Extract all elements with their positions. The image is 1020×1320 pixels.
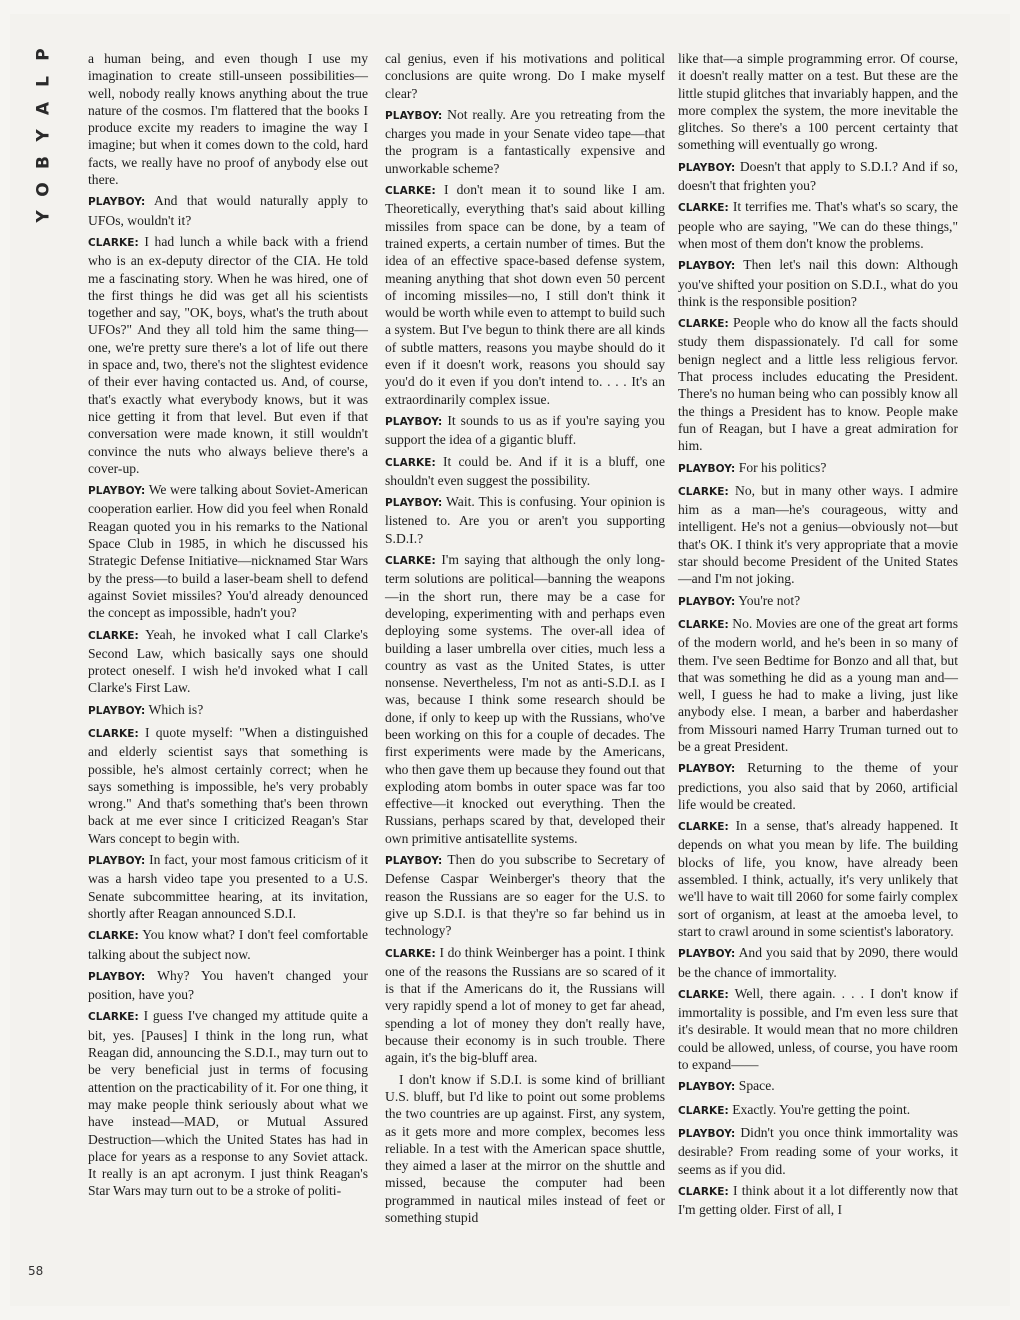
paragraph-text: I don't know if S.D.I. is some kind of brilliant U.S. bluff, but I'd like to point out some problems the two countries are up against. First, any system, as it gets more and more complex, becomes less reliable. In a test with the American space shuttle, they aimed a laser at the mirror on the shuttle and missed, because the computer had been programmed in nautical miles instead of feet or something stupid bbox=[385, 1071, 665, 1225]
paragraph-text: a human being, and even though I use my imagination to create still-unseen possibilities—well, nobody really knows anything about the true nature of the cosmos. I'm flattered that the books I produce excite my readers to imagine the way I imagine; but when it comes down to the cold, hard facts, we really have no proof of anybody else out there. bbox=[88, 51, 368, 188]
speaker-label: CLARKE: bbox=[678, 318, 729, 331]
paragraph bbox=[385, 106, 665, 177]
paragraph-text: No. Movies are one of the great art forms of the modern world, and he's been in so many of them. I've seen Bedtime for Bonzo and all that, but that was something he did as a young man and—well, I guess he had to make a living, just like anybody else. I mean, a barber and haberdasher from Missouri named Harry Truman turned out to be a great President. bbox=[678, 615, 958, 754]
speaker-label: CLARKE: bbox=[88, 930, 139, 943]
paragraph-text: You're not? bbox=[738, 592, 801, 608]
speaker-label: CLARKE: bbox=[385, 456, 436, 469]
paragraph-text: I'm saying that although the only long-term solutions are political—banning the weapons—in the short run, there may be a case for developing, experimenting with and perhaps even deploying some systems. The over-all idea of building a laser umbrella over cities, much less a country as vast as the United States, is utter nonsense. Nevertheless, I'm not as anti-S.D.I. as I was, because I think some research should be done, if only to keep up with the Russians, who've been working on this for a couple of decades. The first experiments were made by the Americans, who then gave them up because they found out that exploding atom bombs in outer space was far too effective—it knocked out everything. Then the Russians, perhaps scared by that, developed their own primitive antisatellite systems. bbox=[385, 552, 665, 846]
masthead-letter: O bbox=[33, 182, 54, 197]
speaker-label: PLAYBOY: bbox=[88, 855, 146, 868]
paragraph-text: Well, there again. . . . I don't know if immortality is possible, and I'm even less sure that it's desirable. It would mean that no more children could be allowed, unless, of course, you have room to expand—— bbox=[678, 985, 958, 1073]
paragraph bbox=[678, 615, 958, 755]
paragraph-text: Yeah, he invoked what I call Clarke's Second Law, which basically says one should protect oneself. I wish he'd invoked what I call Clarke's First Law. bbox=[88, 626, 368, 696]
speaker-label: CLARKE: bbox=[385, 947, 436, 960]
speaker-label: PLAYBOY: bbox=[678, 948, 736, 961]
paragraph bbox=[88, 626, 368, 697]
paragraph-text: In a sense, that's already happened. It depends on what you mean by life. The building blocks of life, you know, have already been assembled. I think, actually, it's very unlikely that we'll have to wait till 2060 for some fairly complex sort of organism, at least at the amoeba level, to start to crawl around in some scientist's laboratory. bbox=[678, 818, 959, 939]
paragraph-text: In fact, your most famous criticism of it was a harsh video tape you presented to a U.S. Senate subcommittee hearing, at its invitation, shortly after Reagan announced S.D.I. bbox=[88, 852, 368, 921]
paragraph bbox=[385, 551, 665, 847]
paragraph bbox=[88, 481, 368, 621]
paragraph-text: It sounds to us as if you're saying you support the idea of a gigantic bluff. bbox=[385, 412, 665, 448]
paragraph bbox=[678, 1124, 958, 1178]
paragraph bbox=[88, 926, 368, 963]
paragraph bbox=[88, 851, 368, 922]
speaker-label: CLARKE: bbox=[678, 618, 729, 631]
paragraph bbox=[385, 493, 665, 547]
paragraph bbox=[88, 50, 368, 188]
paragraph bbox=[385, 851, 665, 939]
paragraph-text: Then do you subscribe to Secretary of Defense Caspar Weinberger's theory that the reason the Russians are so eager for the U.S. to give up S.D.I. is that they're so far behind us in technology? bbox=[385, 852, 666, 939]
speaker-label: PLAYBOY: bbox=[678, 763, 736, 776]
paragraph-text: And that would naturally apply to UFOs, wouldn't it? bbox=[88, 193, 368, 228]
masthead-letter: B bbox=[33, 156, 54, 169]
paragraph bbox=[88, 701, 368, 720]
speaker-label: CLARKE: bbox=[678, 988, 729, 1001]
speaker-label: CLARKE: bbox=[678, 821, 729, 834]
paragraph bbox=[88, 967, 368, 1004]
speaker-label: PLAYBOY: bbox=[678, 260, 736, 273]
masthead-letter: Y bbox=[33, 210, 54, 223]
paragraph bbox=[678, 592, 958, 611]
text-column-3 bbox=[678, 50, 958, 1222]
speaker-label: PLAYBOY: bbox=[678, 1081, 736, 1094]
paragraph-text: Returning to the theme of your predictions, you also said that by 2060, artificial life would be created. bbox=[678, 760, 958, 812]
speaker-label: PLAYBOY: bbox=[88, 704, 146, 717]
paragraph bbox=[88, 233, 368, 477]
masthead-letter: P bbox=[33, 48, 54, 61]
paragraph-text: No, but in many other ways. I admire him as a man—he's courageous, witty and intelligent. He's not a genius—obviously not—but that's OK. I think it's very appropriate that a movie star should become President of the United States—and I'm not joking. bbox=[678, 482, 958, 587]
paragraph bbox=[385, 453, 665, 490]
paragraph bbox=[678, 1182, 958, 1219]
speaker-label: PLAYBOY: bbox=[88, 196, 146, 209]
paragraph bbox=[678, 1077, 958, 1096]
paragraph-text: I guess I've changed my attitude quite a bit, yes. [Pauses] I think in the long run, what Reagan did, announcing the S.D.I., may turn out to be very beneficial just in terms of focusing attention on the practicability of it. For one thing, it may make people think seriously about what we have instead—MAD, or Mutual Assured Destruction—which the United States has had in place for years as a response to any Soviet attack. It really is an apt acronym. I just think Reagan's Star Wars may turn out to be a stroke of politi- bbox=[88, 1008, 368, 1199]
paragraph bbox=[88, 724, 368, 847]
paragraph bbox=[385, 944, 665, 1067]
paragraph bbox=[678, 1101, 958, 1120]
speaker-label: PLAYBOY: bbox=[385, 415, 443, 428]
paragraph bbox=[678, 459, 958, 478]
paragraph-text: We were talking about Soviet-American cooperation earlier. How did you feel when Ronald Reagan quoted you in his remarks to the National Space Club in 1985, in which he discussed his Strategic Defense Initiative—nicknamed Star Wars by the press—to build a laser-beam shell to defend against Soviet missiles? You'd already denounced the concept as impossible, hadn't you? bbox=[88, 482, 368, 621]
speaker-label: PLAYBOY: bbox=[385, 497, 443, 510]
paragraph-text: Not really. Are you retreating from the charges you made in your Senate video tape—that the program is a fantastically expensive and unworkable scheme? bbox=[385, 106, 665, 176]
paragraph-text: like that—a simple programming error. Of course, it doesn't really matter on a test. But these are the little stupid glitches that invariably happen, and the more complex the system, the more inevitable the glitches. So there's a 100 percent certainty that something will eventually go wrong. bbox=[678, 51, 958, 153]
speaker-label: PLAYBOY: bbox=[678, 1127, 736, 1140]
paragraph bbox=[678, 482, 958, 588]
speaker-label: PLAYBOY: bbox=[678, 595, 736, 608]
paragraph-text: Why? You haven't changed your position, have you? bbox=[88, 967, 368, 1003]
paragraph-text: Doesn't that apply to S.D.I.? And if so, doesn't that frighten you? bbox=[678, 158, 958, 194]
paragraph-text: Didn't you once think immortality was desirable? From reading some of your works, it seems as if you did. bbox=[678, 1124, 958, 1177]
paragraph-text: It terrifies me. That's what's so scary, the people who are saying, "We can do these things," when most of them don't know the problems. bbox=[678, 199, 958, 251]
paragraph-text: And you said that by 2090, there would be the chance of immortality. bbox=[678, 945, 958, 980]
paragraph-text: For his politics? bbox=[738, 459, 827, 475]
paragraph bbox=[385, 1071, 665, 1227]
paragraph-text: Then let's nail this down: Although you've shifted your position on S.D.I., what do you think is the responsible position? bbox=[678, 257, 958, 309]
paragraph-text: I think about it a lot differently now that I'm getting older. First of all, I bbox=[678, 1182, 958, 1218]
paragraph bbox=[88, 1007, 368, 1199]
paragraph bbox=[385, 181, 665, 408]
paragraph bbox=[678, 198, 958, 252]
paragraph-text: Space. bbox=[738, 1078, 775, 1094]
text-column-1 bbox=[88, 50, 368, 1204]
speaker-label: CLARKE: bbox=[678, 202, 729, 215]
paragraph bbox=[678, 50, 958, 154]
paragraph-text: Wait. This is confusing. Your opinion is listened to. Are you or aren't you supporting S.D.I.? bbox=[385, 494, 666, 546]
masthead-letter: L bbox=[33, 76, 54, 87]
paragraph-text: People who do know all the facts should study them dispassionately. I'd call for some benign neglect and a little less religious fervor. That process includes educating the President. There's no human being who can possibly know all the things a President has to know. People make fun of Reagan, but I have a great admiration for him. bbox=[678, 315, 958, 454]
speaker-label: CLARKE: bbox=[385, 185, 436, 198]
paragraph bbox=[678, 759, 958, 813]
speaker-label: CLARKE: bbox=[88, 629, 139, 642]
paragraph bbox=[88, 192, 368, 229]
paragraph-text: I had lunch a while back with a friend who is an ex-deputy director of the CIA. He told me a fascinating story. When he was hired, one of the first things he did was get all his scientists together and say, "OK, boys, what's the truth about UFOs?" And they all told him the same thing—one, we're pretty sure there's a lot of life out there in space and, two, there's not the slightest evidence of their ever having contacted us. And, of course, that's exactly what everybody knows, but it was nice getting it from that level. But even if that conversation were made known, it still wouldn't convince the nuts who always believe there's a cover-up. bbox=[88, 233, 368, 476]
speaker-label: CLARKE: bbox=[678, 1104, 729, 1117]
paragraph bbox=[385, 50, 665, 102]
paragraph-text: I do think Weinberger has a point. I think one of the reasons the Russians are so scared of it is that if the Americans do it, the Russians will very rapidly spend a lot of money to get far ahead, spending a lot of money they don't really have, because their economy is in such trouble. There again, it's the big-bluff area. bbox=[385, 944, 665, 1066]
paragraph bbox=[678, 314, 958, 454]
page-number: 58 bbox=[28, 1264, 44, 1278]
paragraph bbox=[385, 412, 665, 449]
paragraph bbox=[678, 256, 958, 310]
masthead-letter: A bbox=[33, 101, 54, 116]
paragraph-text: You know what? I don't feel comfortable talking about the subject now. bbox=[88, 927, 368, 962]
paragraph bbox=[678, 985, 958, 1073]
speaker-label: PLAYBOY: bbox=[88, 970, 146, 983]
masthead-letter: Y bbox=[33, 129, 54, 142]
speaker-label: PLAYBOY: bbox=[385, 109, 443, 122]
speaker-label: CLARKE: bbox=[385, 555, 436, 568]
speaker-label: CLARKE: bbox=[88, 1011, 139, 1024]
paragraph-text: It could be. And if it is a bluff, one shouldn't even suggest the possibility. bbox=[385, 453, 665, 488]
paragraph-text: Exactly. You're getting the point. bbox=[732, 1101, 911, 1117]
speaker-label: CLARKE: bbox=[88, 236, 139, 249]
playboy-vertical-masthead bbox=[26, 44, 62, 227]
speaker-label: PLAYBOY: bbox=[385, 855, 443, 868]
paragraph-text: I quote myself: "When a distinguished and elderly scientist says that something is possible, he's almost certainly correct; when he says something is impossible, he's very probably wrong." And that's something that's been thrown back at me ever since I criticized Reagan's Star Wars concept to begin with. bbox=[88, 724, 368, 846]
speaker-label: CLARKE: bbox=[678, 485, 729, 498]
speaker-label: CLARKE: bbox=[678, 1185, 729, 1198]
paragraph bbox=[678, 944, 958, 981]
speaker-label: PLAYBOY: bbox=[678, 462, 736, 475]
paragraph-text: I don't mean it to sound like I am. Theoretically, everything that's said about killing missiles from space can be done, by a team of trained experts, a certain number of times. But the idea of an effective space-based defense system, meaning anything that shot down even 50 percent of incoming missiles—no, I still don't think it would be worth while even to attempt to build such a system. But I've begun to think there are all kinds of subtle matters, reasons you maybe should do it even if it doesn't work, reasons you should say you'd do it even if you don't intend to. . . . It's an extraordinarily complex issue. bbox=[385, 182, 665, 407]
text-column-2 bbox=[385, 50, 665, 1230]
speaker-label: CLARKE: bbox=[88, 727, 139, 740]
speaker-label: PLAYBOY: bbox=[88, 485, 146, 498]
speaker-label: PLAYBOY: bbox=[678, 161, 736, 174]
paragraph-text: cal genius, even if his motivations and political conclusions are quite wrong. Do I make myself clear? bbox=[385, 51, 665, 101]
paragraph bbox=[678, 817, 958, 940]
paragraph bbox=[678, 158, 958, 195]
paragraph-text: Which is? bbox=[148, 701, 204, 717]
